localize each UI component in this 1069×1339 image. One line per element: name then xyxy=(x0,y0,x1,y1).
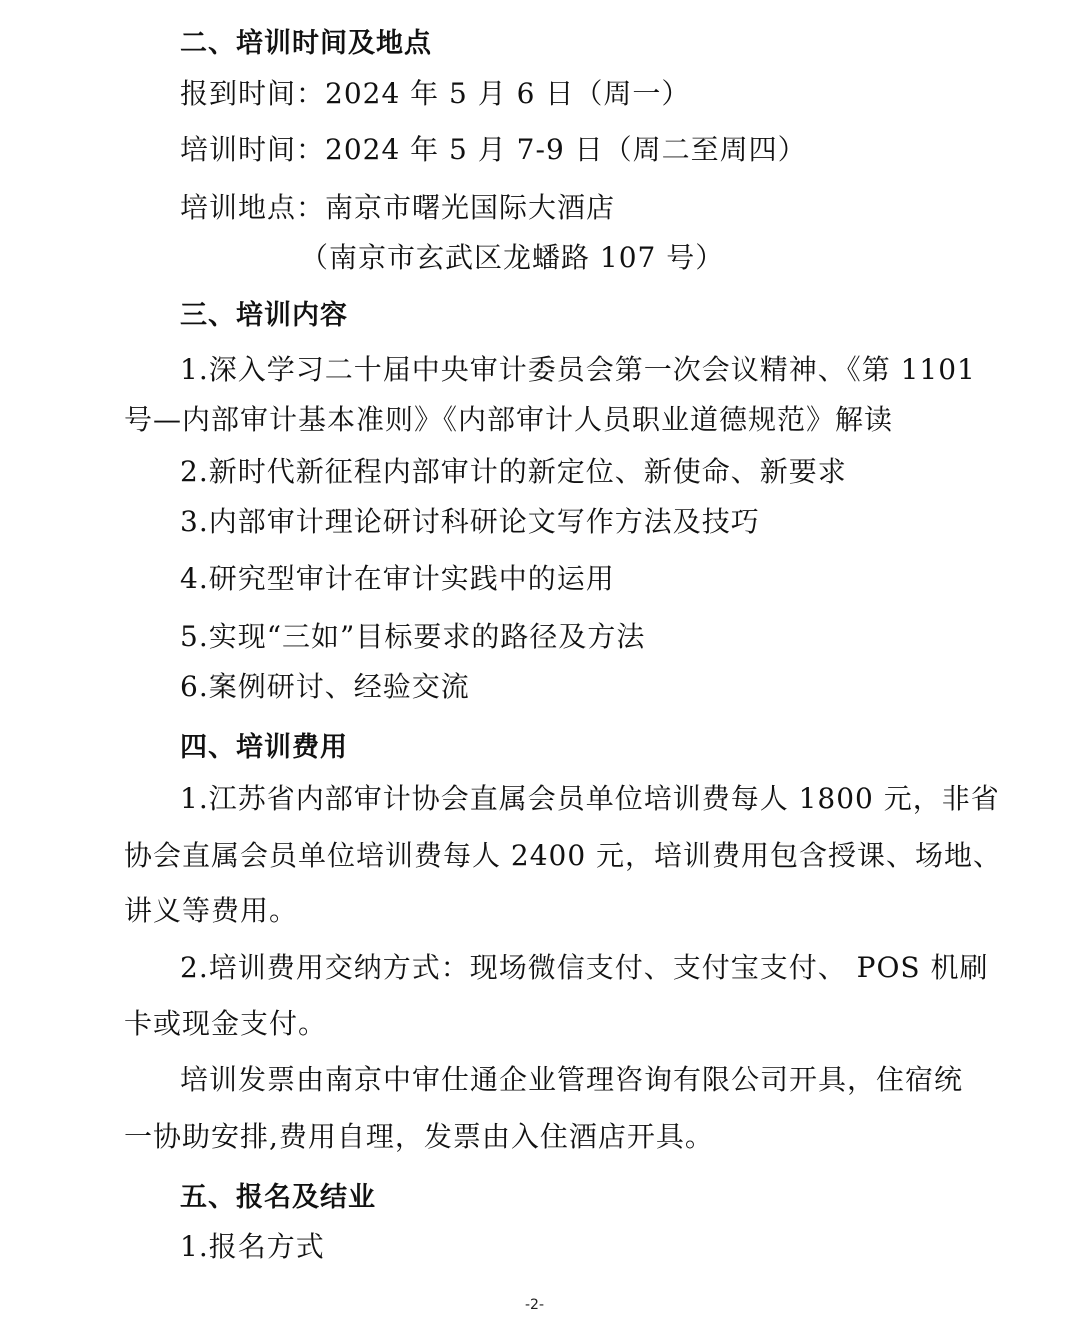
training-location-line: 培训地点：南京市曙光国际大酒店 xyxy=(180,191,616,224)
fees-paragraph-2-line-2: 卡或现金支付。 xyxy=(124,1007,328,1040)
section-heading-content: 三、培训内容 xyxy=(180,300,348,331)
page-number: -2- xyxy=(524,1297,544,1313)
content-item-4: 4.研究型审计在审计实践中的运用 xyxy=(180,562,615,595)
fees-paragraph-1-line-3: 讲义等费用。 xyxy=(124,894,299,927)
section-heading-fees: 四、培训费用 xyxy=(180,732,348,763)
fees-paragraph-1-line-2: 协会直属会员单位培训费每人 2400 元，培训费用包含授课、场地、 xyxy=(124,839,1003,872)
content-item-1-line-2: 号—内部审计基本准则》《内部审计人员职业道德规范》解读 xyxy=(124,403,894,436)
training-address-line: （南京市玄武区龙蟠路 107 号） xyxy=(300,241,725,274)
registration-item-1: 1.报名方式 xyxy=(180,1230,325,1263)
section-heading-registration: 五、报名及结业 xyxy=(180,1182,376,1213)
report-time-line: 报到时间：2024 年 5 月 6 日（周一） xyxy=(180,77,691,110)
content-item-1-line-1: 1.深入学习二十届中央审计委员会第一次会议精神、《第 1101 xyxy=(180,353,976,386)
fees-paragraph-3-line-2: 一协助安排,费用自理，发票由入住酒店开具。 xyxy=(124,1120,714,1153)
content-item-3: 3.内部审计理论研讨科研论文写作方法及技巧 xyxy=(180,505,760,538)
section-heading-schedule-location: 二、培训时间及地点 xyxy=(180,28,432,59)
content-item-2: 2.新时代新征程内部审计的新定位、新使命、新要求 xyxy=(180,455,847,488)
content-item-5: 5.实现“三如”目标要求的路径及方法 xyxy=(180,620,646,653)
fees-paragraph-1-line-1: 1.江苏省内部审计协会直属会员单位培训费每人 1800 元，非省 xyxy=(180,782,1000,815)
training-time-line: 培训时间：2024 年 5 月 7-9 日（周二至周四） xyxy=(180,133,807,166)
content-item-6: 6.案例研讨、经验交流 xyxy=(180,670,470,703)
fees-paragraph-3-line-1: 培训发票由南京中审仕通企业管理咨询有限公司开具，住宿统 xyxy=(180,1063,964,1096)
fees-paragraph-2-line-1: 2.培训费用交纳方式：现场微信支付、支付宝支付、 POS 机刷 xyxy=(180,951,989,984)
